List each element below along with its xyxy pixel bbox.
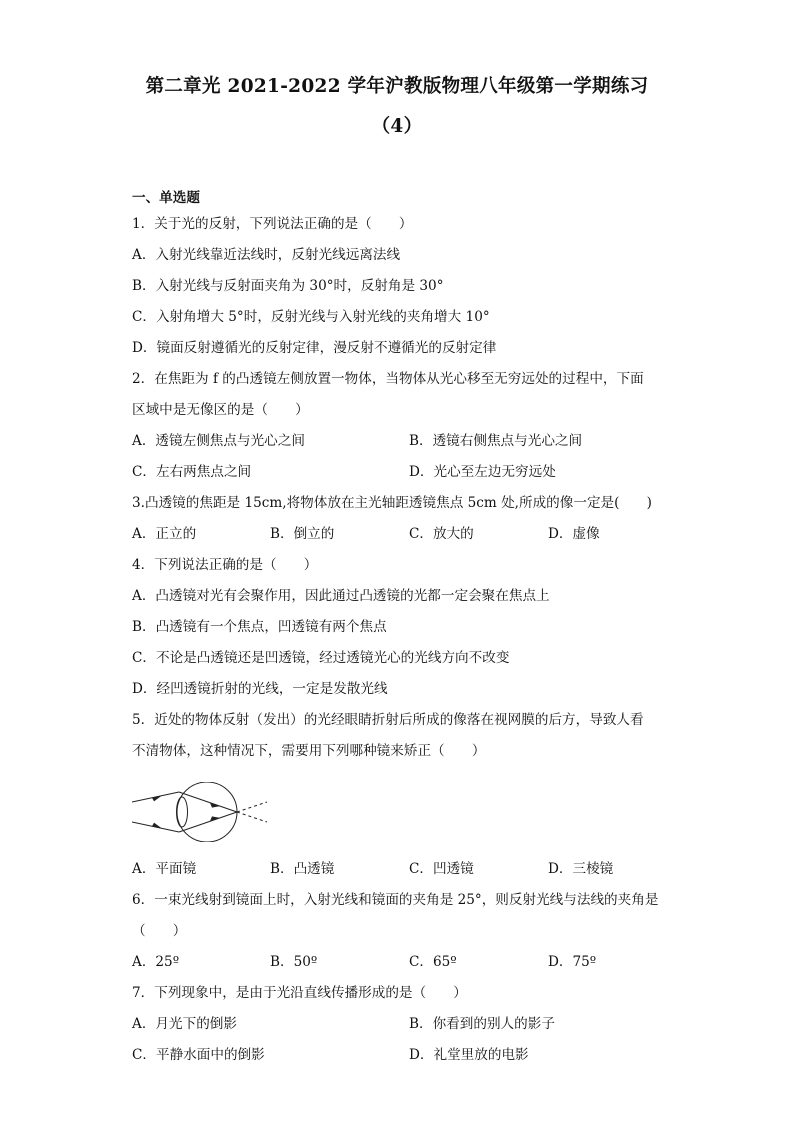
q4-option-a: A．凸透镜对光有会聚作用，因此通过凸透镜的光都一定会聚在焦点上: [132, 588, 550, 604]
ray-lower-extension: [237, 802, 267, 812]
q7-option-b: B．你看到的别人的影子: [409, 1016, 555, 1032]
q3-option-a: A．正立的: [132, 526, 197, 542]
q7-option-a: A．月光下的倒影: [132, 1016, 237, 1032]
q5-option-b: B．凸透镜: [270, 861, 335, 877]
title-line-1: 第二章光 2021-2022 学年沪教版物理八年级第一学期练习: [145, 76, 649, 97]
q6-option-a: A．25º: [132, 954, 180, 970]
q6-stem-line-2: （ ）: [132, 923, 187, 939]
q6-option-c: C．65º: [409, 954, 457, 970]
q5-option-d: D．三棱镜: [548, 861, 614, 877]
q2-stem-line-2: 区域中是无像区的是（ ）: [132, 402, 309, 418]
eye-diagram: [132, 782, 272, 842]
eye-lens: [177, 797, 188, 827]
q7-option-c: C．平静水面中的倒影: [132, 1047, 265, 1063]
q2-option-b: B．透镜右侧焦点与光心之间: [409, 433, 583, 449]
eyeball: [177, 782, 237, 842]
q6-option-b: B．50º: [270, 954, 318, 970]
q1-option-d: D．镜面反射遵循光的反射定律，漫反射不遵循光的反射定律: [132, 340, 497, 356]
q5-stem-line-1: 5．近处的物体反射（发出）的光经眼睛折射后所成的像落在视网膜的后方，导致人看: [132, 712, 644, 728]
q7-option-d: D．礼堂里放的电影: [409, 1047, 529, 1063]
ray-upper-extension: [237, 812, 267, 822]
q3-option-b: B．倒立的: [270, 526, 335, 542]
q4-stem: 4．下列说法正确的是（ ）: [132, 557, 318, 573]
q6-option-d: D．75º: [548, 954, 597, 970]
title-line-2: （4）: [371, 116, 423, 137]
q4-option-c: C．不论是凸透镜还是凹透镜，经过透镜光心的光线方向不改变: [132, 650, 510, 666]
q2-option-a: A．透镜左侧焦点与光心之间: [132, 433, 305, 449]
q1-option-a: A．入射光线靠近法线时，反射光线远离法线: [132, 247, 401, 263]
q2-stem-line-1: 2．在焦距为 f 的凸透镜左侧放置一物体，当物体从光心移至无穷远处的过程中，下面: [132, 371, 644, 387]
q1-stem: 1．关于光的反射，下列说法正确的是（ ）: [132, 216, 413, 232]
section-heading: 一、单选题: [132, 190, 200, 206]
q5-option-a: A．平面镜: [132, 861, 197, 877]
q3-option-d: D．虚像: [548, 526, 600, 542]
q1-option-b: B．入射光线与反射面夹角为 30°时，反射角是 30°: [132, 278, 444, 294]
q1-option-c: C．入射角增大 5°时，反射光线与入射光线的夹角增大 10°: [132, 309, 490, 325]
q2-option-d: D．光心至左边无穷远处: [409, 464, 556, 480]
q6-stem-line-1: 6．一束光线射到镜面上时，入射光线和镜面的夹角是 25°，则反射光线与法线的夹角是: [132, 892, 659, 908]
q3-option-c: C．放大的: [409, 526, 474, 542]
q5-option-c: C．凹透镜: [409, 861, 474, 877]
q7-stem: 7．下列现象中，是由于光沿直线传播形成的是（ ）: [132, 985, 467, 1001]
q4-option-b: B．凸透镜有一个焦点，凹透镜有两个焦点: [132, 619, 387, 635]
q4-option-d: D．经凹透镜折射的光线，一定是发散光线: [132, 681, 388, 697]
q2-option-c: C．左右两焦点之间: [132, 464, 252, 480]
q3-stem: 3.凸透镜的焦距是 15cm,将物体放在主光轴距透镜焦点 5cm 处,所成的像一定是( ): [132, 495, 652, 511]
q5-stem-line-2: 不清物体，这种情况下，需要用下列哪种镜来矫正（ ）: [132, 743, 486, 759]
